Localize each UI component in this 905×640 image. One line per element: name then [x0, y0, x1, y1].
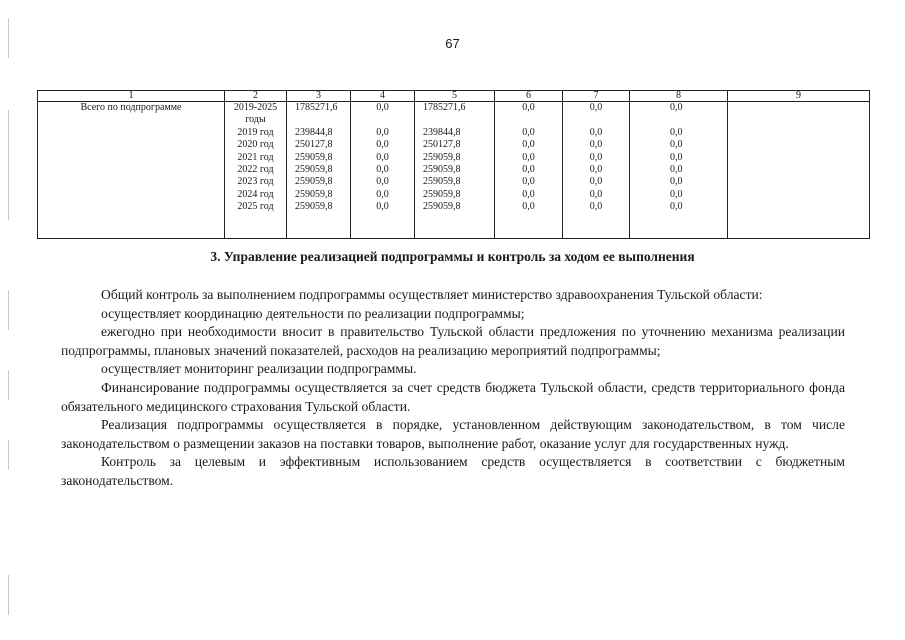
table-cell-line: 0,0 — [589, 139, 603, 151]
table-cell-line: 259059,8 — [295, 188, 333, 200]
table-cell-line: 2020 год — [237, 139, 274, 151]
table-cell-line — [295, 114, 348, 126]
body-text — [61, 286, 845, 491]
table-header-cell: 2 — [225, 91, 287, 102]
table-cell-line: 0,0 — [522, 201, 535, 213]
table-cell-line: 0,0 — [670, 201, 683, 213]
table-cell-line: 259059,8 — [423, 188, 461, 200]
margin-mark — [8, 370, 9, 400]
table-cell-line: 0,0 — [589, 188, 603, 200]
table-header-cell: 7 — [563, 91, 630, 102]
table-cell-line: 2022 год — [237, 164, 274, 176]
table-cell-line: 2019-2025 — [233, 102, 278, 113]
table-cell-line — [670, 114, 725, 126]
table-cell-line: 259059,8 — [295, 201, 333, 213]
table-cell-line: 0,0 — [376, 164, 389, 176]
table-cell-line: 0,0 — [376, 126, 389, 138]
table-header-cell: 1 — [38, 91, 225, 102]
table-cell-line: 239844,8 — [423, 126, 461, 138]
table-cell-line: 259059,8 — [295, 176, 333, 188]
table-cell-line: 0,0 — [376, 201, 389, 213]
table-cell-line: 259059,8 — [423, 176, 461, 188]
table-header-cell: 5 — [415, 91, 495, 102]
table-cell-line — [565, 114, 627, 126]
value-column-4 — [351, 102, 415, 239]
table-cell-line: 0,0 — [376, 102, 389, 113]
table-cell-line: 0,0 — [589, 176, 603, 188]
table-cell-line: 0,0 — [376, 139, 389, 151]
table-header-cell: 4 — [351, 91, 415, 102]
table-cell-line: 0,0 — [522, 151, 535, 163]
paragraph: ежегодно при необходимости вносит в правительство Тульской области предложения по уточнению механизма реализации подпрограммы, плановых значений показателей, расходов на реализацию мероприятий подпрограммы; — [61, 324, 845, 358]
table-cell-line: 2023 год — [237, 176, 274, 188]
value-column-7 — [563, 102, 630, 239]
table-cell-line: 0,0 — [376, 176, 389, 188]
paragraph: Контроль за целевым и эффективным использованием средств осуществляется в соответствии с бюджетным законодательством. — [61, 454, 845, 488]
margin-mark — [8, 290, 9, 330]
table-cell-line: 250127,8 — [423, 139, 461, 151]
table-cell-line: 0,0 — [670, 164, 683, 176]
table-cell-line: 259059,8 — [423, 164, 461, 176]
table-cell-line: 239844,8 — [295, 126, 333, 138]
table-header-row — [38, 91, 870, 102]
table-cell-line — [497, 114, 560, 126]
paragraph: Общий контроль за выполнением подпрограммы осуществляет министерство здравоохранения Тульской области: — [101, 287, 763, 302]
table-row — [38, 102, 870, 239]
paragraph: Реализация подпрограммы осуществляется в порядке, установленном действующим законодательством, в том числе законодательством о размещении заказов на поставки товаров, выполнение работ, оказание услуг для государственных нужд. — [61, 417, 845, 451]
table-cell-line: 0,0 — [522, 139, 535, 151]
table-cell-line: 0,0 — [522, 126, 535, 138]
table-cell-line: 0,0 — [670, 102, 683, 113]
table-cell-line: 0,0 — [522, 164, 535, 176]
table-header-cell: 8 — [630, 91, 728, 102]
table-cell-line: 0,0 — [376, 151, 389, 163]
table-cell-line: 0,0 — [589, 164, 603, 176]
table-cell-line: 0,0 — [376, 188, 389, 200]
table-cell-line: 1785271,6 — [295, 102, 338, 113]
table-cell-line: 259059,8 — [423, 201, 461, 213]
budget-table — [37, 90, 870, 239]
row-label: Всего по подпрограмме — [38, 102, 225, 239]
table-cell-line: 0,0 — [589, 126, 603, 138]
margin-mark — [8, 110, 9, 220]
table-cell-line: 0,0 — [670, 151, 683, 163]
value-column-9 — [728, 102, 870, 239]
paragraph: осуществляет координацию деятельности по реализации подпрограммы; — [101, 305, 525, 321]
table-cell-line: 0,0 — [670, 126, 683, 138]
value-column-3 — [287, 102, 351, 239]
table-cell-line: 250127,8 — [295, 139, 333, 151]
value-column-5 — [415, 102, 495, 239]
margin-mark — [8, 440, 9, 470]
table-cell-line: 2024 год — [237, 188, 274, 200]
table-cell-line: годы — [245, 114, 266, 126]
table-header-cell: 3 — [287, 91, 351, 102]
table-cell-line: 2019 год — [237, 126, 274, 138]
table-header-cell: 6 — [495, 91, 563, 102]
table-cell-line: 0,0 — [522, 176, 535, 188]
table-cell-line: 0,0 — [589, 201, 603, 213]
table-cell-line: 0,0 — [589, 102, 603, 113]
paragraph: Финансирование подпрограммы осуществляется за счет средств бюджета Тульской области, средств территориального фонда обязательного медицинского страхования Тульской области. — [61, 379, 845, 414]
table-cell-line: 1785271,6 — [423, 102, 466, 113]
table-cell-line: 2025 год — [237, 201, 274, 213]
table-cell-line: 259059,8 — [295, 164, 333, 176]
margin-mark — [8, 575, 9, 615]
table-cell-line: 0,0 — [522, 188, 535, 200]
table-cell-line: 259059,8 — [423, 151, 461, 163]
table-cell-line: 0,0 — [589, 151, 603, 163]
table-cell-line — [353, 114, 412, 126]
table-cell-line: 0,0 — [670, 176, 683, 188]
table-cell-line — [423, 114, 492, 126]
table-cell-line: 2021 год — [237, 151, 274, 163]
table-cell-line: 259059,8 — [295, 151, 333, 163]
period-column — [225, 102, 287, 239]
table-cell-line: 0,0 — [670, 139, 683, 151]
section-title: 3. Управление реализацией подпрограммы и контроль за ходом ее выполнения — [210, 249, 695, 264]
table-cell-line: 0,0 — [522, 102, 535, 113]
value-column-6 — [495, 102, 563, 239]
table-header-cell: 9 — [728, 91, 870, 102]
table-cell-line: 0,0 — [670, 188, 683, 200]
page-number: 67 — [445, 36, 460, 51]
paragraph: осуществляет мониторинг реализации подпрограммы. — [101, 361, 417, 377]
value-column-8 — [630, 102, 728, 239]
